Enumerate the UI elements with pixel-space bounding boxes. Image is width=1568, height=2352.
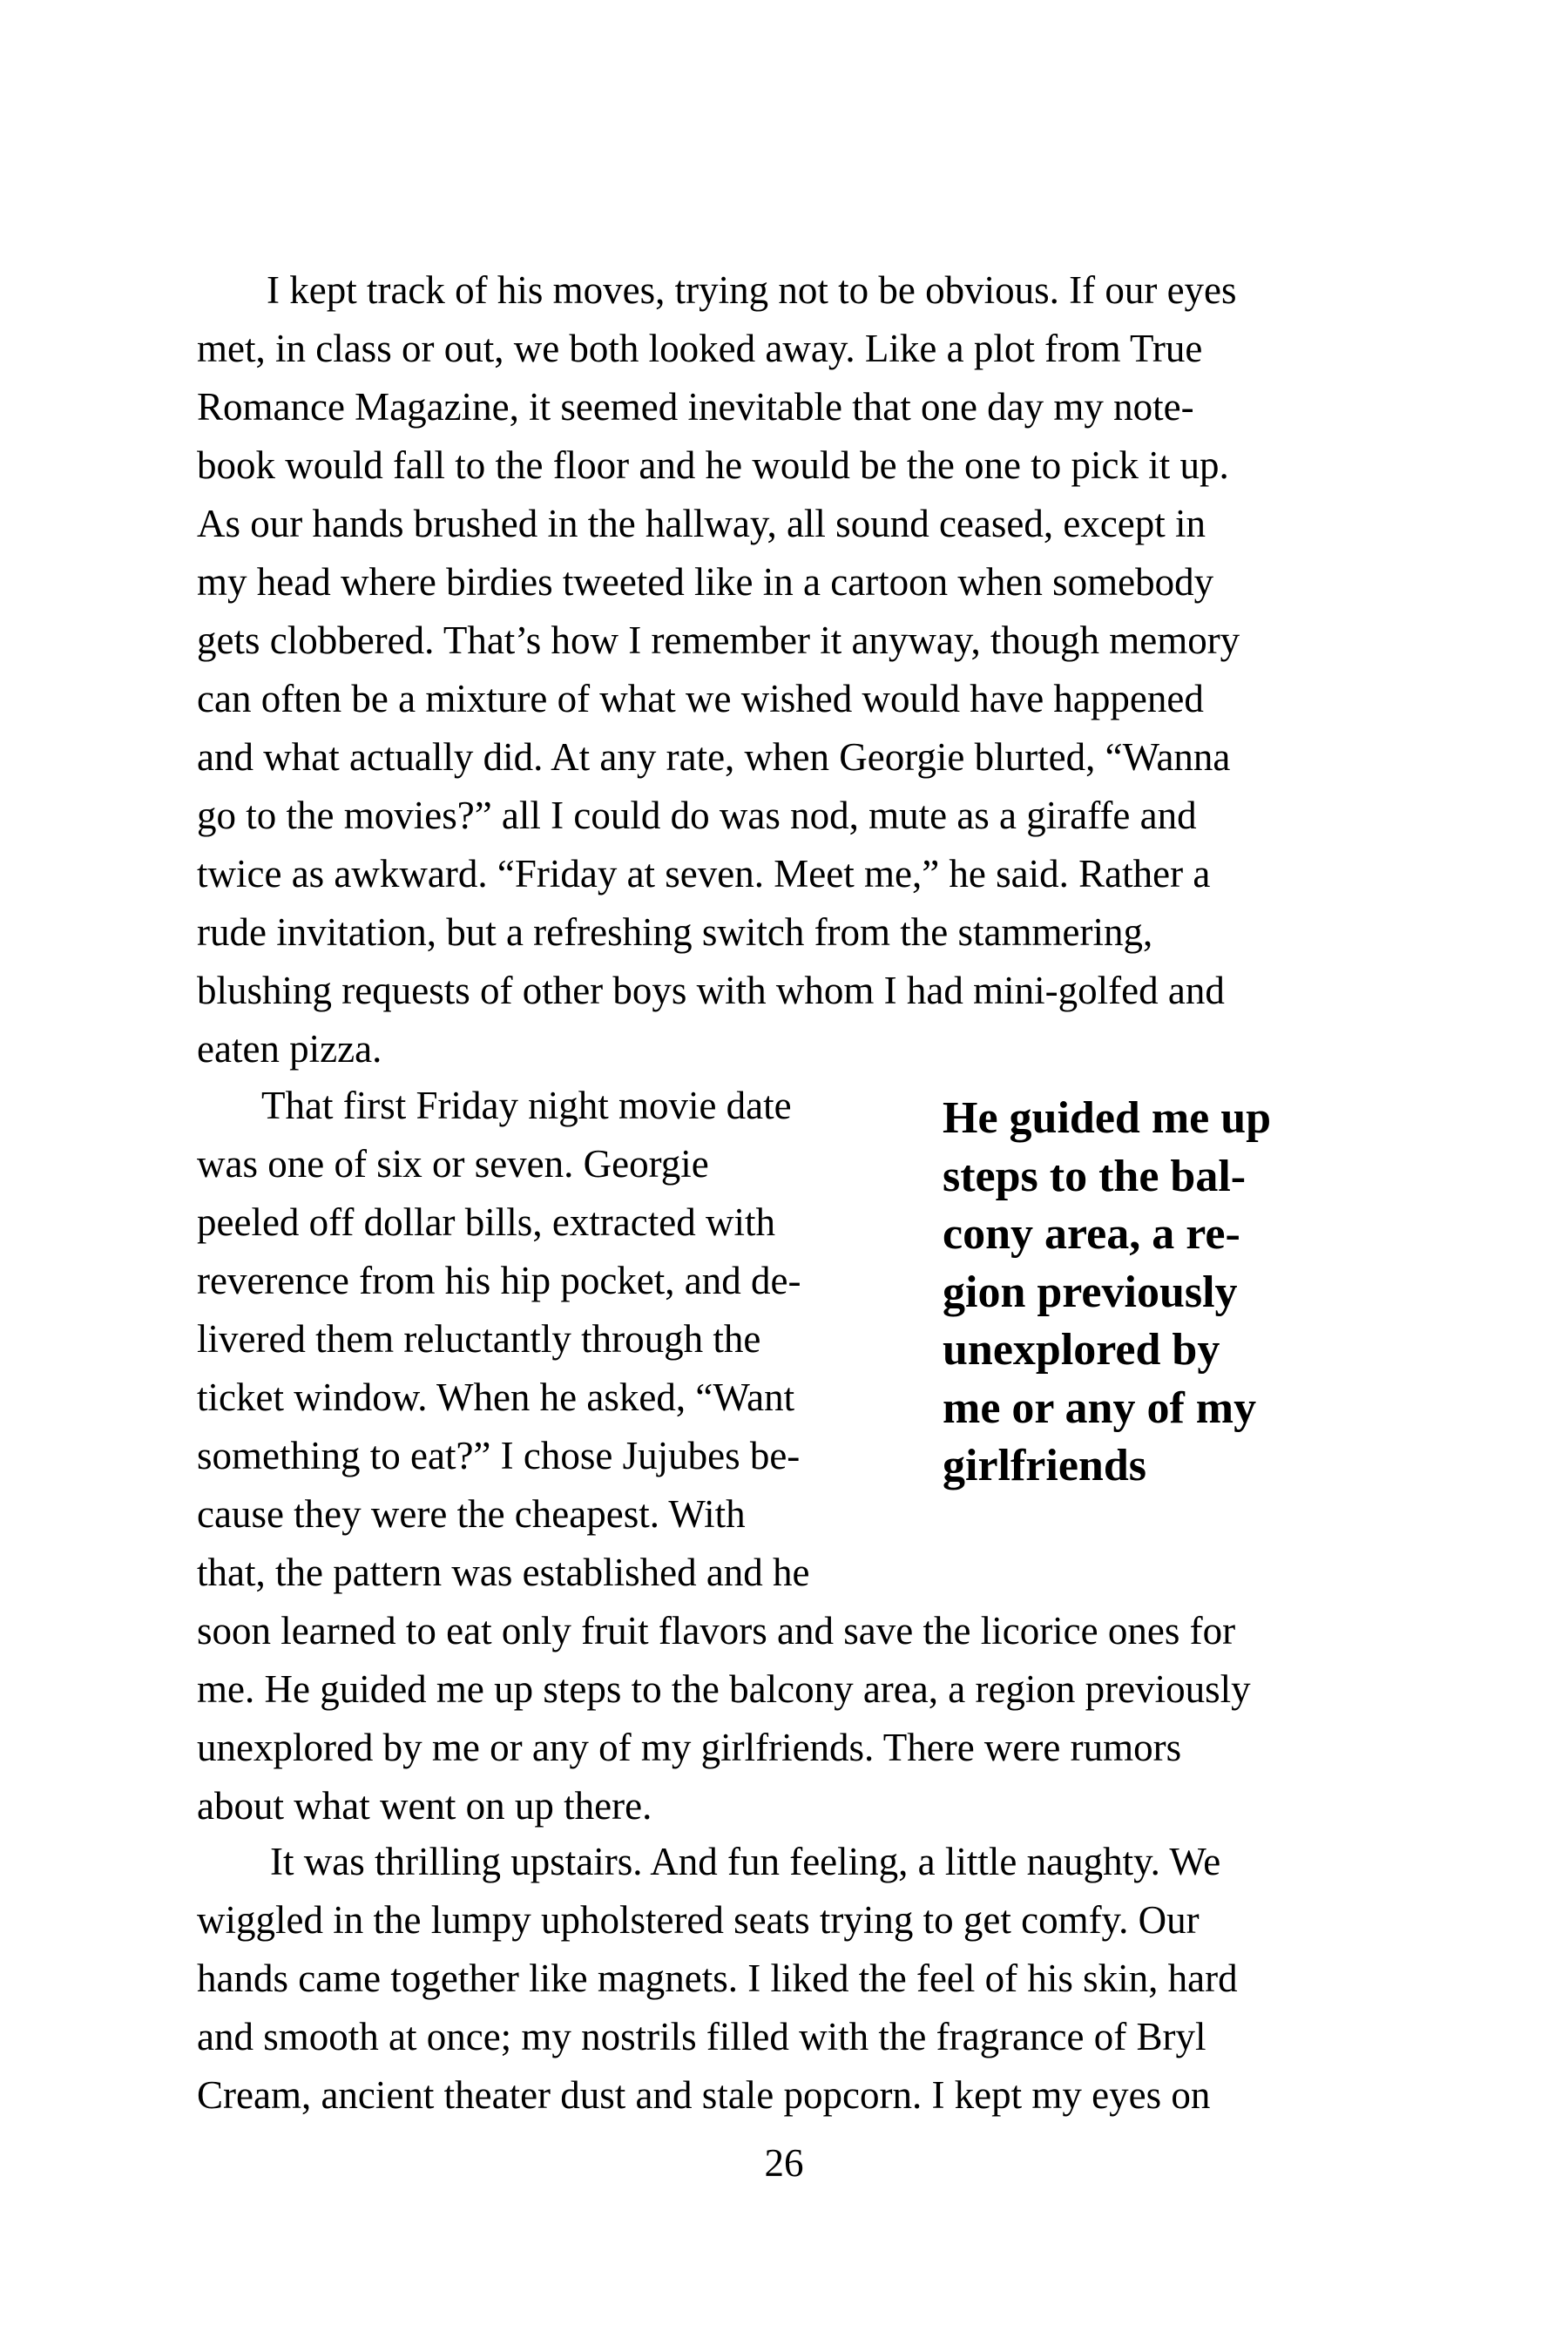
text-line: gets clobbered. That’s how I remember it anyway, though memory <box>197 618 1240 662</box>
text-line: I kept track of his moves, trying not to be obvious. If our eyes <box>267 268 1237 312</box>
text-line: go to the movies?” all I could do was nod, mute as a giraffe and <box>197 794 1197 837</box>
text-line: hands came together like magnets. I liked the feel of his skin, hard <box>197 1957 1238 2000</box>
text-line: and smooth at once; my nostrils filled with the fragrance of Bryl <box>197 2015 1206 2058</box>
text-line: met, in class or out, we both looked away. Like a plot from True <box>197 327 1203 370</box>
text-line: my head where birdies tweeted like in a cartoon when somebody <box>197 560 1214 604</box>
pull-quote-line: He guided me up <box>943 1093 1272 1143</box>
text-line: It was thrilling upstairs. And fun feeling, a little naughty. We <box>270 1840 1221 1883</box>
pull-quote-line: girlfriends <box>943 1441 1146 1490</box>
page-number: 26 <box>764 2141 804 2185</box>
text-line: ticket window. When he asked, “Want <box>197 1375 795 1419</box>
text-line: wiggled in the lumpy upholstered seats trying to get comfy. Our <box>197 1898 1200 1942</box>
text-line: and what actually did. At any rate, when Georgie blurted, “Wanna <box>197 735 1231 779</box>
pull-quote-line: unexplored by <box>943 1325 1220 1375</box>
text-line: peeled off dollar bills, extracted with <box>197 1200 775 1244</box>
text-line: blushing requests of other boys with whom I had mini-golfed and <box>197 969 1225 1012</box>
text-line: cause they were the cheapest. With <box>197 1492 746 1536</box>
text-line: That first Friday night movie date <box>261 1084 792 1127</box>
text-line: me. He guided me up steps to the balcony area, a region previously <box>197 1667 1251 1711</box>
text-line: rude invitation, but a refreshing switch from the stammering, <box>197 910 1153 954</box>
text-line: Cream, ancient theater dust and stale popcorn. I kept my eyes on <box>197 2073 1211 2117</box>
text-line: book would fall to the floor and he would be the one to pick it up. <box>197 443 1229 487</box>
text-line: can often be a mixture of what we wished would have happened <box>197 677 1204 720</box>
text-line: Romance Magazine, it seemed inevitable that one day my note- <box>197 385 1194 429</box>
text-line: reverence from his hip pocket, and de- <box>197 1259 801 1302</box>
pull-quote-line: me or any of my <box>943 1382 1257 1433</box>
text-line: As our hands brushed in the hallway, all sound ceased, except in <box>197 502 1206 545</box>
pull-quote-line: gion previously <box>943 1267 1238 1317</box>
text-line: something to eat?” I chose Jujubes be- <box>197 1434 801 1477</box>
text-line: eaten pizza. <box>197 1027 382 1071</box>
text-line: twice as awkward. “Friday at seven. Meet me,” he said. Rather a <box>197 852 1211 896</box>
pull-quote-line: cony area, a re- <box>943 1209 1240 1259</box>
text-line: livered them reluctantly through the <box>197 1317 761 1361</box>
pull-quote-line: steps to the bal- <box>943 1151 1247 1201</box>
text-line: was one of six or seven. Georgie <box>197 1142 709 1186</box>
pull-quote <box>943 1090 1378 1496</box>
text-line: about what went on up there. <box>197 1784 652 1828</box>
text-line: that, the pattern was established and he <box>197 1551 810 1594</box>
text-line: soon learned to eat only fruit flavors and save the licorice ones for <box>197 1609 1236 1652</box>
text-line: unexplored by me or any of my girlfriends. There were rumors <box>197 1726 1182 1769</box>
